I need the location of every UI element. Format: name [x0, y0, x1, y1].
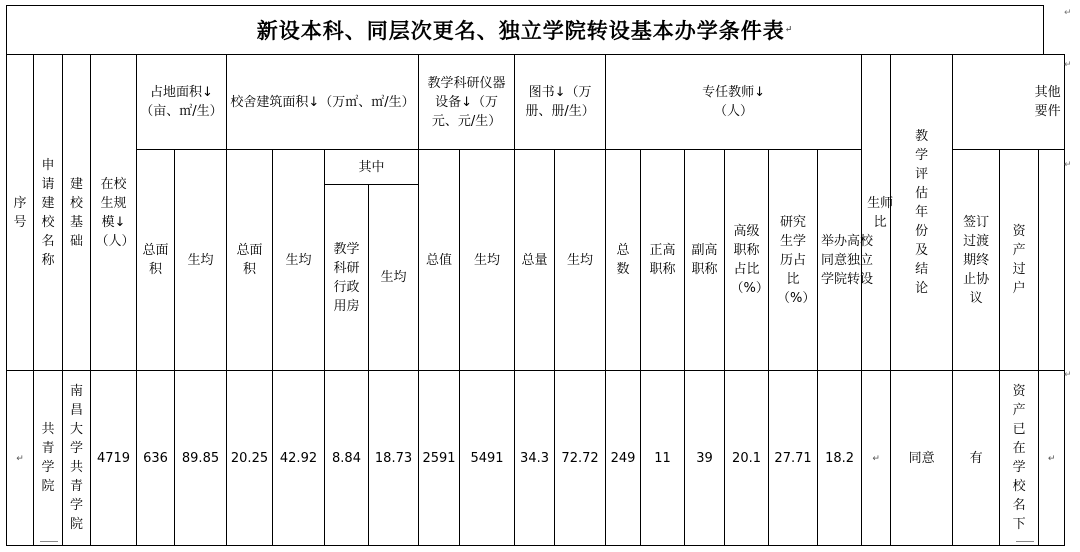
header-teachers: 专任教师↓（人）	[606, 55, 862, 150]
header-bld-total: 总面积	[227, 150, 273, 371]
header-equip-per: 生均	[460, 150, 515, 371]
header-other: 其他要件	[953, 55, 1065, 150]
header-land-total: 总面积	[137, 150, 175, 371]
header-land: 占地面积↓（亩、㎡/生）	[137, 55, 227, 150]
header-bld-per: 生均	[273, 150, 325, 371]
header-building: 校舍建筑面积↓（万㎡、㎡/生）	[227, 55, 419, 150]
header-transition: 签订过渡期终止协议	[953, 150, 1000, 371]
header-base: 建校基础	[63, 55, 91, 371]
header-seq: 序号	[7, 55, 34, 371]
header-books-per: 生均	[555, 150, 606, 371]
cell-evaluation: ↵	[862, 371, 891, 546]
cell-enrollment: 4719	[91, 371, 137, 546]
paragraph-mark: ↵	[1064, 370, 1072, 380]
cell-bld-per: 42.92	[273, 371, 325, 546]
paragraph-mark: ↵	[1064, 60, 1072, 70]
header-assoc-prof: 副高职称	[685, 150, 725, 371]
header-evaluation: 教学评估年份及结论	[891, 55, 953, 371]
cell-equip-per: 5491	[460, 371, 515, 546]
header-enrollment: 在校生规模↓（人）	[91, 55, 137, 371]
header-books: 图书↓（万册、册/生）	[515, 55, 606, 150]
header-ratio: 生师比	[862, 55, 891, 371]
header-equip-total: 总值	[419, 150, 460, 371]
cell-full-prof: 11	[641, 371, 685, 546]
cell-asset-transfer: 资产已在学校名下	[1000, 371, 1039, 546]
cell-grad-pct: 27.71	[769, 371, 818, 546]
cell-teach-total: 8.84	[325, 371, 369, 546]
cell-equip-total: 2591	[419, 371, 460, 546]
paragraph-mark: ↵	[784, 25, 794, 35]
header-asset-transfer: 资产过户	[1000, 150, 1039, 371]
header-land-per: 生均	[175, 150, 227, 371]
header-host-consent: 举办高校同意独立学院转设	[818, 150, 862, 371]
cell-host-consent: 同意	[891, 371, 953, 546]
cell-bld-total: 20.25	[227, 371, 273, 546]
header-grad-pct: 研究生学历占比（%）	[769, 150, 818, 371]
header-teaching-rooms: 教学科研行政用房	[325, 185, 369, 371]
document-page	[6, 5, 1061, 545]
header-teachers-total: 总数	[606, 150, 641, 371]
cell-books-per: 72.72	[555, 371, 606, 546]
cell-teach-per: 18.73	[369, 371, 419, 546]
table-title	[6, 5, 1044, 55]
header-of-which: 其中	[325, 150, 419, 185]
paragraph-mark: ↵	[1064, 8, 1072, 18]
header-senior-pct: 高级职称占比（%）	[725, 150, 769, 371]
cell-senior-pct: 20.1	[725, 371, 769, 546]
cell-seq: ↵	[7, 371, 34, 546]
table-title-text: 新设本科、同层次更名、独立学院转设基本办学条件表	[256, 18, 785, 43]
cell-books-total: 34.3	[515, 371, 555, 546]
page-corner-mark	[1016, 541, 1034, 552]
header-books-total: 总量	[515, 150, 555, 371]
cell-teachers-total: 249	[606, 371, 641, 546]
paragraph-mark: ↵	[1064, 160, 1072, 170]
cell-transition: 有	[953, 371, 1000, 546]
cell-assoc-prof: 39	[685, 371, 725, 546]
cell-ratio: 18.2	[818, 371, 862, 546]
cell-school: 共青学院	[34, 371, 63, 546]
page-corner-mark	[40, 541, 58, 552]
conditions-table	[6, 54, 1065, 546]
cell-base: 南昌大学共青学院	[63, 371, 91, 546]
header-teach-per: 生均	[369, 185, 419, 371]
cell-land-per: 89.85	[175, 371, 227, 546]
cell-land-total: 636	[137, 371, 175, 546]
header-school: 申请建校名称	[34, 55, 63, 371]
header-equipment: 教学科研仪器设备↓（万元、元/生）	[419, 55, 515, 150]
cell-remarks: ↵	[1039, 371, 1065, 546]
header-full-prof: 正高职称	[641, 150, 685, 371]
